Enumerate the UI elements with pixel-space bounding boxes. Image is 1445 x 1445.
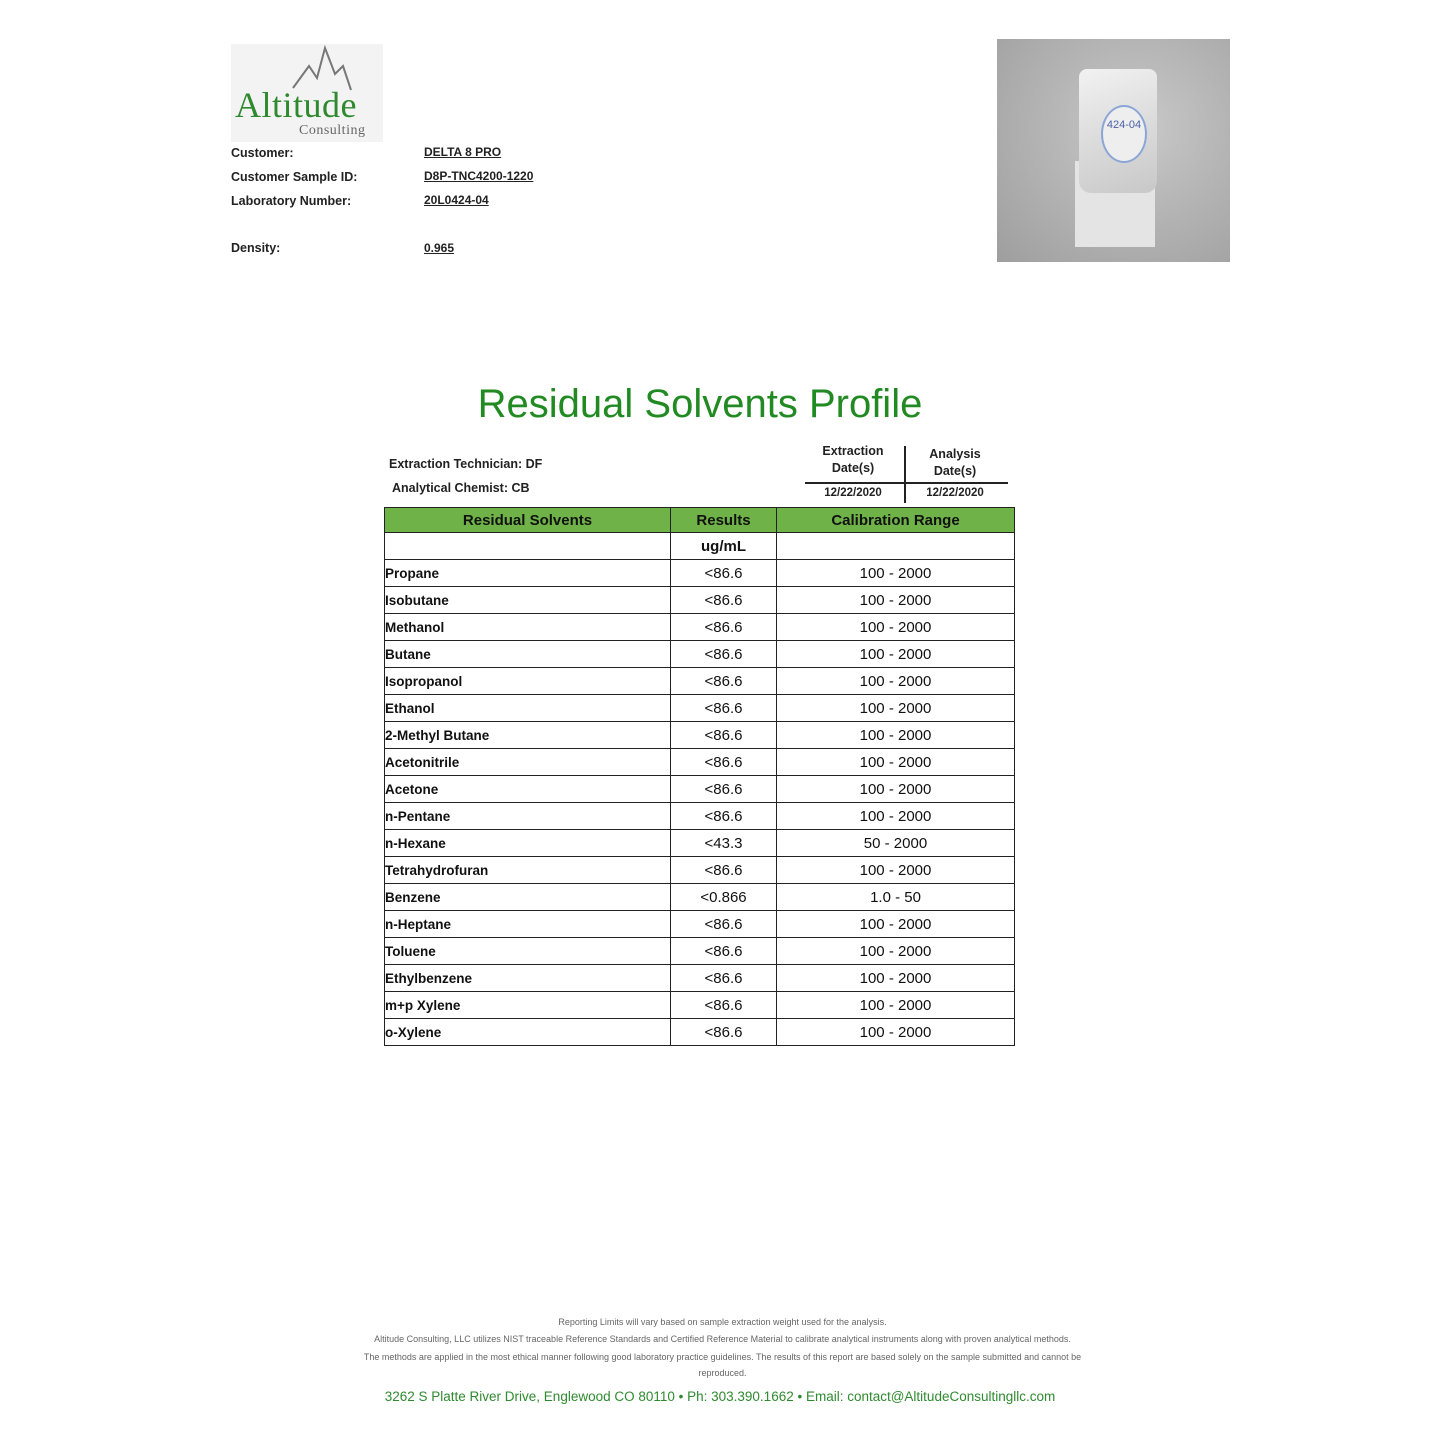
logo-wordmark: Altitude xyxy=(235,85,357,125)
solvent-result: <86.6 xyxy=(671,614,777,641)
sample-id-label: Customer Sample ID: xyxy=(231,170,358,184)
solvent-calibration-range: 100 - 2000 xyxy=(777,722,1015,749)
sample-id-value: D8P-TNC4200-1220 xyxy=(424,169,534,183)
footer-note-3: The methods are applied in the most ethical manner following good laboratory practice guidelines. The results of this report are based solely on the sample submitted and cannot be xyxy=(363,1352,1082,1362)
customer-value: DELTA 8 PRO xyxy=(424,145,502,159)
header-residual-solvents: Residual Solvents xyxy=(385,508,671,533)
solvent-result: <86.6 xyxy=(671,776,777,803)
units-row xyxy=(385,533,1015,560)
solvent-name: Ethylbenzene xyxy=(385,965,671,992)
solvent-name: Tetrahydrofuran xyxy=(385,857,671,884)
extraction-date-header-line1: Extraction xyxy=(822,444,884,458)
header-calibration-range: Calibration Range xyxy=(777,508,1015,533)
logo-subtitle: Consulting xyxy=(299,123,366,138)
solvent-calibration-range: 100 - 2000 xyxy=(777,560,1015,587)
table-row xyxy=(385,965,1015,992)
solvent-result: <86.6 xyxy=(671,749,777,776)
footer-note-4: reproduced. xyxy=(698,1368,747,1378)
table-row xyxy=(385,695,1015,722)
solvent-result: <43.3 xyxy=(671,830,777,857)
footer-note-2: Altitude Consulting, LLC utilizes NIST traceable Reference Standards and Certified Reference Material to calibrate analytical instruments along with proven analytical methods. xyxy=(374,1334,1071,1344)
solvent-result: <0.866 xyxy=(671,884,777,911)
solvent-result: <86.6 xyxy=(671,1019,777,1046)
solvent-name: o-Xylene xyxy=(385,1019,671,1046)
solvent-calibration-range: 100 - 2000 xyxy=(777,911,1015,938)
solvent-name: n-Pentane xyxy=(385,803,671,830)
solvent-name: Isobutane xyxy=(385,587,671,614)
table-row xyxy=(385,911,1015,938)
table-row xyxy=(385,722,1015,749)
solvent-name: Methanol xyxy=(385,614,671,641)
sample-photo xyxy=(997,39,1230,262)
photo-bag-label: 424-04 xyxy=(1101,105,1147,163)
table-row xyxy=(385,884,1015,911)
solvent-calibration-range: 50 - 2000 xyxy=(777,830,1015,857)
solvent-name: n-Heptane xyxy=(385,911,671,938)
extraction-technician: Extraction Technician: DF xyxy=(389,457,543,471)
solvent-result: <86.6 xyxy=(671,803,777,830)
table-row xyxy=(385,803,1015,830)
solvent-result: <86.6 xyxy=(671,857,777,884)
solvent-result: <86.6 xyxy=(671,641,777,668)
report-title: Residual Solvents Profile xyxy=(477,382,923,426)
solvent-calibration-range: 100 - 2000 xyxy=(777,803,1015,830)
solvent-calibration-range: 100 - 2000 xyxy=(777,587,1015,614)
density-label: Density: xyxy=(231,241,281,255)
table-row xyxy=(385,776,1015,803)
solvent-result: <86.6 xyxy=(671,938,777,965)
table-row xyxy=(385,587,1015,614)
date-header-rule xyxy=(805,482,1008,484)
solvent-calibration-range: 100 - 2000 xyxy=(777,668,1015,695)
footer-contact: 3262 S Platte River Drive, Englewood CO 80110 • Ph: 303.390.1662 • Email: contact@AltitudeConsultingllc.com xyxy=(384,1389,1056,1404)
solvent-name: 2-Methyl Butane xyxy=(385,722,671,749)
solvent-calibration-range: 100 - 2000 xyxy=(777,965,1015,992)
extraction-date-header xyxy=(805,443,901,477)
solvent-calibration-range: 1.0 - 50 xyxy=(777,884,1015,911)
results-unit: ug/mL xyxy=(671,533,777,560)
density-value: 0.965 xyxy=(424,241,455,255)
units-blank-cell xyxy=(385,533,671,560)
table-row xyxy=(385,668,1015,695)
solvent-name: Toluene xyxy=(385,938,671,965)
footer-note-1: Reporting Limits will vary based on sample extraction weight used for the analysis. xyxy=(558,1317,887,1327)
table-row xyxy=(385,857,1015,884)
solvent-result: <86.6 xyxy=(671,722,777,749)
company-logo xyxy=(231,44,383,142)
analysis-date-header-line1: Analysis xyxy=(929,447,981,461)
solvent-calibration-range: 100 - 2000 xyxy=(777,938,1015,965)
solvent-result: <86.6 xyxy=(671,992,777,1019)
solvent-calibration-range: 100 - 2000 xyxy=(777,749,1015,776)
extraction-date-header-line2: Date(s) xyxy=(831,461,875,475)
solvent-result: <86.6 xyxy=(671,668,777,695)
table-row xyxy=(385,560,1015,587)
units-blank-cell xyxy=(777,533,1015,560)
lab-number-label: Laboratory Number: xyxy=(231,194,352,208)
solvent-calibration-range: 100 - 2000 xyxy=(777,992,1015,1019)
solvent-result: <86.6 xyxy=(671,911,777,938)
table-row xyxy=(385,830,1015,857)
customer-label: Customer: xyxy=(231,146,294,160)
solvent-name: Butane xyxy=(385,641,671,668)
solvent-calibration-range: 100 - 2000 xyxy=(777,614,1015,641)
table-row xyxy=(385,992,1015,1019)
solvent-calibration-range: 100 - 2000 xyxy=(777,776,1015,803)
header-results: Results xyxy=(671,508,777,533)
extraction-date-value: 12/22/2020 xyxy=(824,487,882,499)
solvent-name: Benzene xyxy=(385,884,671,911)
table-row xyxy=(385,1019,1015,1046)
table-row xyxy=(385,749,1015,776)
analysis-date-value: 12/22/2020 xyxy=(926,487,984,499)
solvent-name: Acetonitrile xyxy=(385,749,671,776)
solvent-result: <86.6 xyxy=(671,587,777,614)
solvent-calibration-range: 100 - 2000 xyxy=(777,641,1015,668)
analysis-date-header xyxy=(907,446,1003,480)
lab-number-value: 20L0424-04 xyxy=(424,193,489,207)
solvent-calibration-range: 100 - 2000 xyxy=(777,695,1015,722)
solvent-calibration-range: 100 - 2000 xyxy=(777,857,1015,884)
residual-solvents-table xyxy=(384,507,1015,1046)
solvent-result: <86.6 xyxy=(671,560,777,587)
solvent-name: Ethanol xyxy=(385,695,671,722)
solvent-name: Acetone xyxy=(385,776,671,803)
table-row xyxy=(385,938,1015,965)
solvent-name: m+p Xylene xyxy=(385,992,671,1019)
solvent-name: n-Hexane xyxy=(385,830,671,857)
analytical-chemist: Analytical Chemist: CB xyxy=(392,481,530,495)
solvent-name: Propane xyxy=(385,560,671,587)
solvent-result: <86.6 xyxy=(671,965,777,992)
solvent-calibration-range: 100 - 2000 xyxy=(777,1019,1015,1046)
date-column-divider xyxy=(904,446,906,503)
table-row xyxy=(385,614,1015,641)
table-header-row xyxy=(385,508,1015,533)
table-row xyxy=(385,641,1015,668)
analysis-date-header-line2: Date(s) xyxy=(933,464,977,478)
solvent-name: Isopropanol xyxy=(385,668,671,695)
solvent-result: <86.6 xyxy=(671,695,777,722)
